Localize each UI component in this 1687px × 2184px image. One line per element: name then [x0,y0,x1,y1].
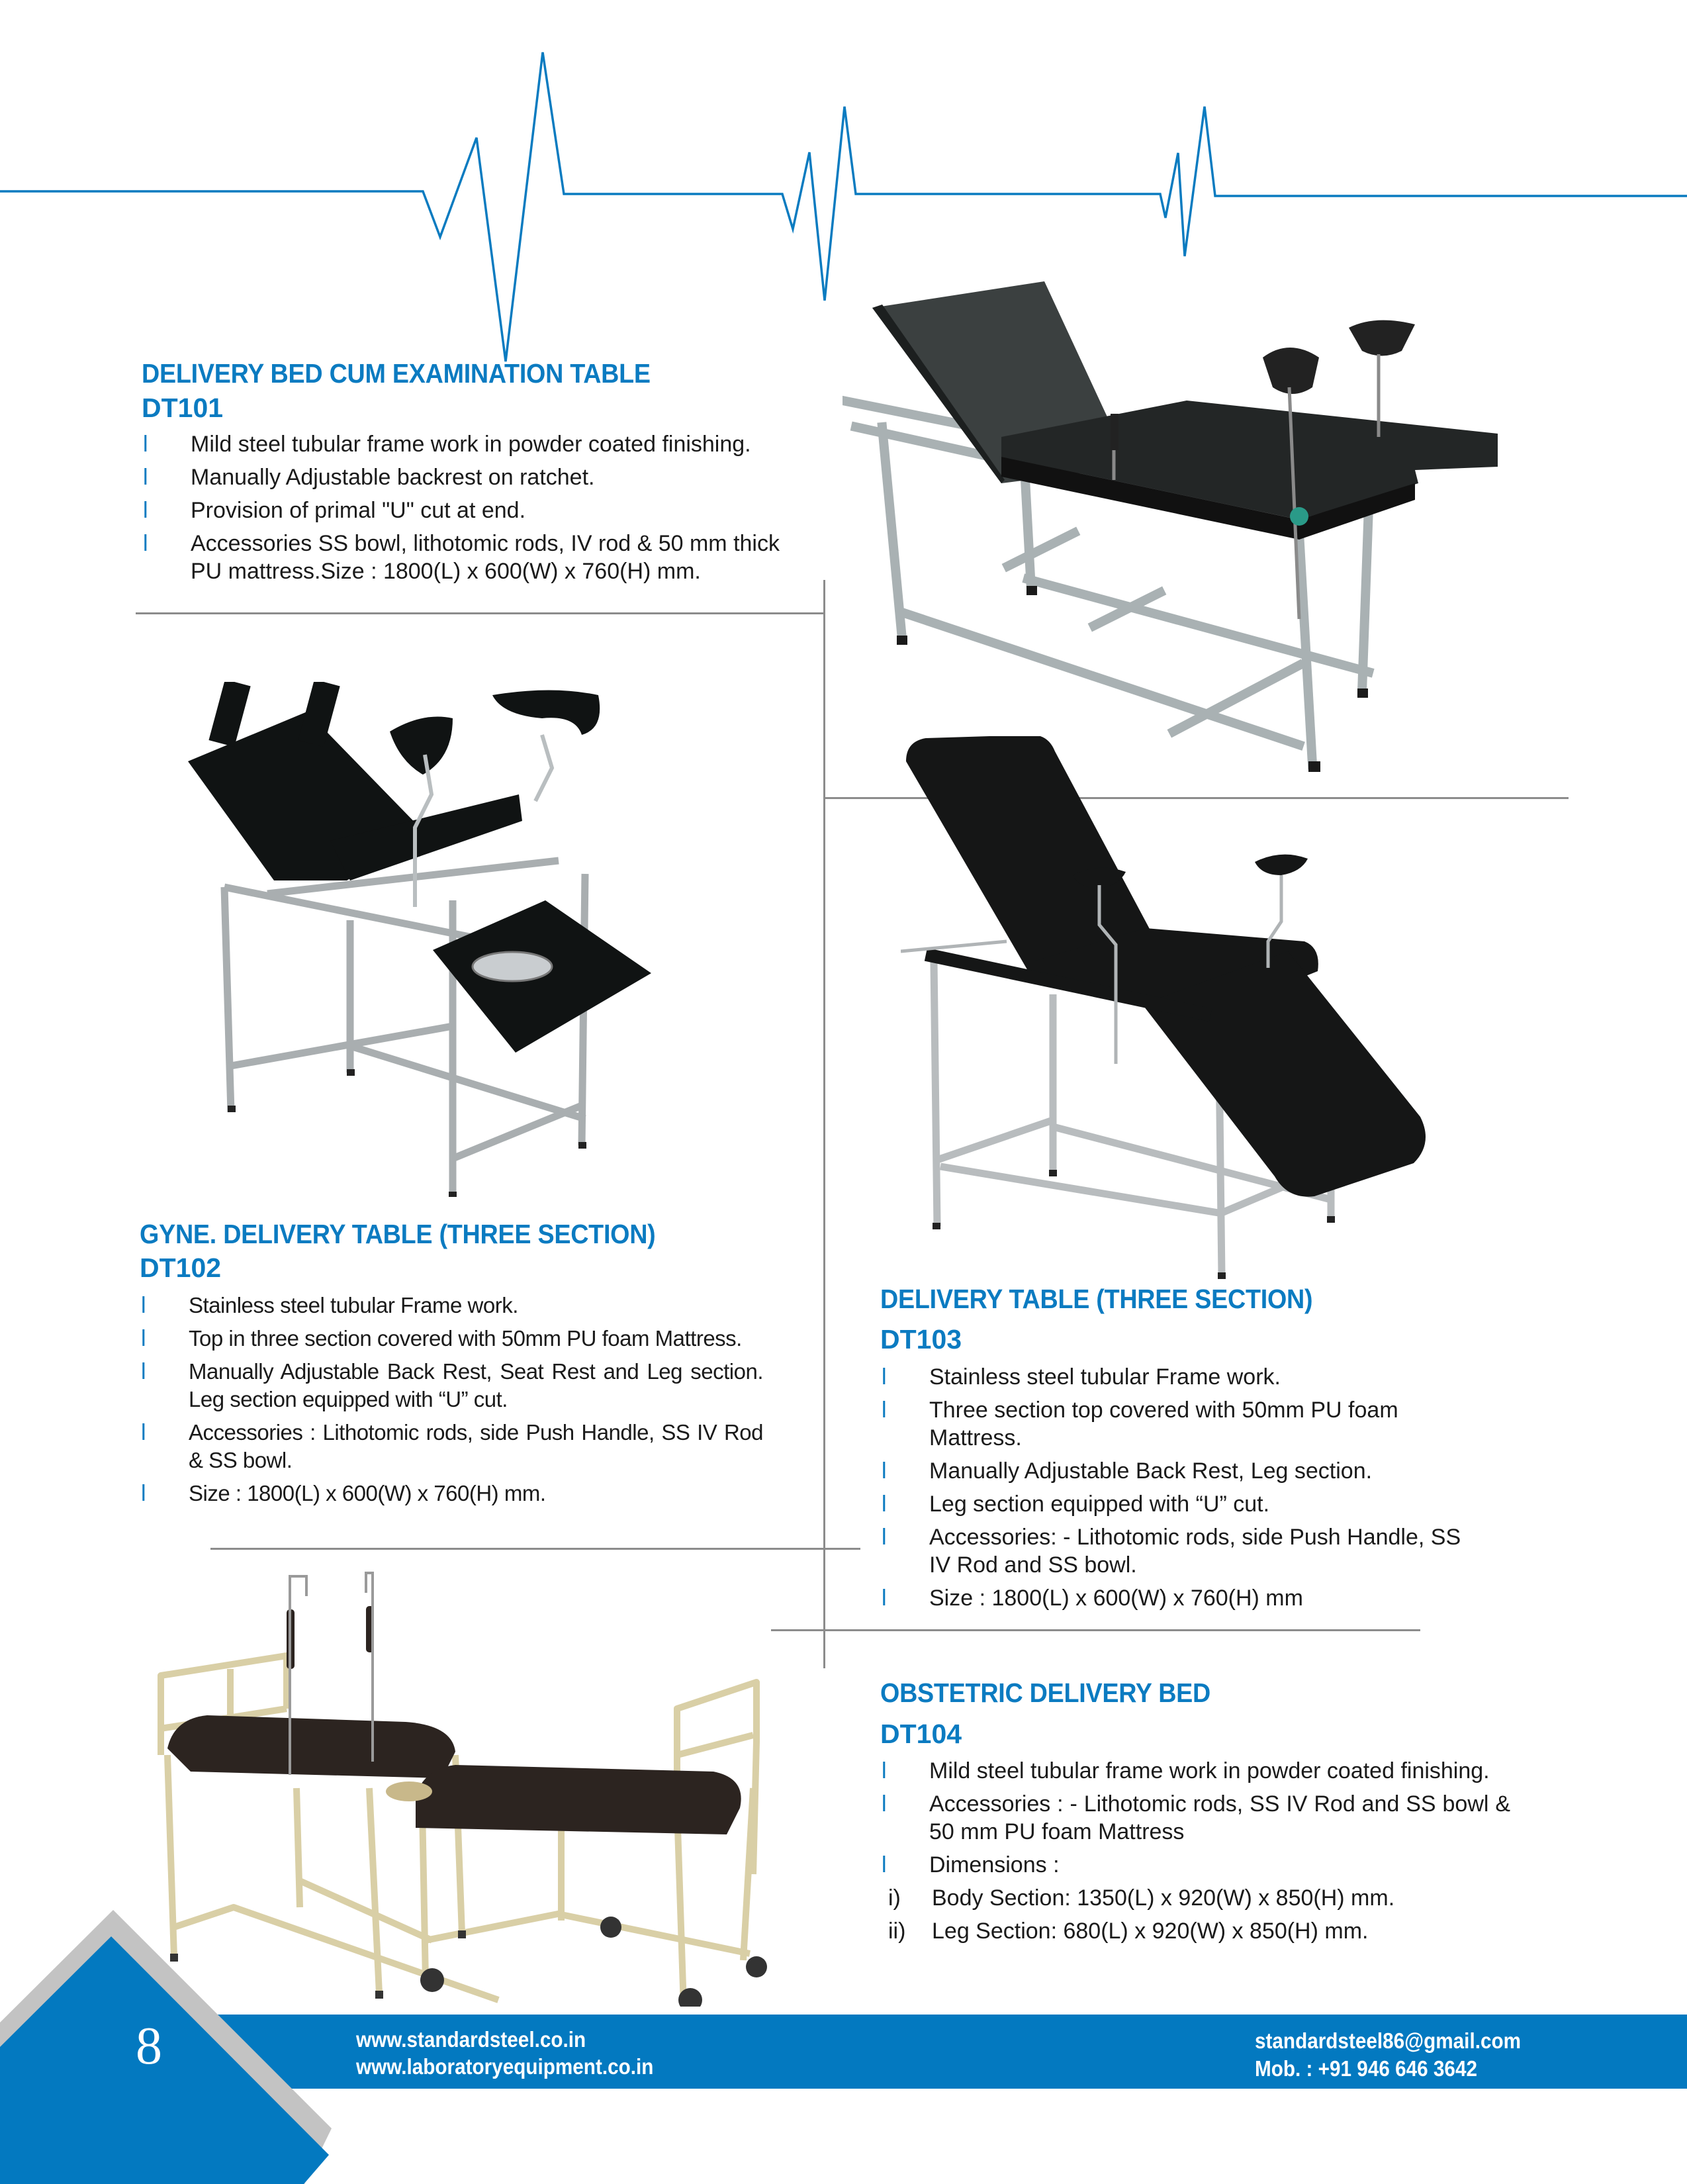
spec-item: l Mild steel tubular frame work in powder coated finishing. [882,1758,1490,1783]
product-code: DT102 [140,1253,222,1283]
product-title: DELIVERY BED CUM EXAMINATION TABLE [142,358,651,389]
divider-dt101-bottom [136,612,825,614]
bullet-icon: l [141,1420,146,1445]
spec-item: l Stainless steel tubular Frame work. [882,1364,1281,1390]
spec-item: l Size : 1800(L) x 600(W) x 760(H) mm. [141,1481,546,1506]
spec-item: l Size : 1800(L) x 600(W) x 760(H) mm [882,1586,1303,1611]
spec-item: l Accessories : - Lithotomic rods, SS IV Rod and SS bowl & 50 mm PU foam Mattress [882,1791,1510,1844]
bullet-icon: l [882,1398,887,1423]
product-title: GYNE. DELIVERY TABLE (THREE SECTION) [140,1219,656,1249]
spec-item: l Manually Adjustable Back Rest, Seat Rest and Leg section. Leg section equipped with “U” cut. [141,1359,763,1411]
divider-center-vertical [823,580,825,1668]
email-link[interactable]: standardsteel86@gmail.com [1255,2028,1522,2053]
page-number: 8 [136,2017,162,2075]
spec-item: l Stainless steel tubular Frame work. [141,1293,518,1318]
spec-list [882,1363,1504,1617]
product-title: DELIVERY TABLE (THREE SECTION) [880,1284,1313,1314]
bullet-icon: l [141,1293,146,1318]
bullet-icon: l [882,1525,887,1550]
spec-item: l Manually Adjustable Back Rest, Leg section. [882,1458,1373,1484]
website-link[interactable]: www.laboratoryequipment.co.in [356,2054,654,2079]
dimension-list [888,1884,1510,1945]
spec-list [141,1292,763,1513]
divider-dt102-bottom [210,1548,860,1550]
bullet-icon: l [882,1586,887,1611]
bullet-icon: l [141,1359,146,1384]
website-link[interactable]: www.standardsteel.co.in [356,2027,586,2052]
gyne-delivery-table-photo [175,682,719,1197]
product-title: OBSTETRIC DELIVERY BED [880,1678,1211,1708]
bullet-icon: l [882,1458,887,1484]
spec-item: l Mild steel tubular frame work in powder coated finishing. [143,432,751,457]
bullet-icon: l [882,1758,887,1783]
product-code: DT101 [142,393,224,423]
bullet-icon: l [141,1326,146,1351]
delivery-bed-examination-table-photo [843,268,1501,791]
bullet-icon: l [882,1364,887,1390]
bullet-icon: l [143,531,148,556]
dimension-item: ii) Leg Section: 680(L) x 920(W) x 850(H) mm. [888,1919,1369,1944]
spec-item: l Three section top covered with 50mm PU foam Mattress. [882,1398,1398,1450]
bullet-icon: l [882,1791,887,1817]
product-code: DT104 [880,1719,962,1749]
spec-list [882,1757,1510,1950]
spec-item: l Accessories SS bowl, lithotomic rods, IV rod & 50 mm thick PU mattress.Size : 1800(L) x 600(W) x 760(H) mm. [143,531,780,584]
spec-item: l Top in three section covered with 50mm PU foam Mattress. [141,1326,742,1351]
spec-item: l Leg section equipped with “U” cut. [882,1492,1270,1517]
bullet-icon: l [143,465,148,490]
spec-item: l Provision of primal "U" cut at end. [143,498,526,523]
bullet-icon: l [143,432,148,457]
divider-dt103-bottom [771,1629,1420,1631]
spec-item: l Accessories: - Lithotomic rods, side Push Handle, SS IV Rod and SS bowl. [882,1525,1461,1578]
mobile-number: Mob. : +91 946 646 3642 [1255,2056,1477,2081]
spec-list [143,430,818,591]
spec-item: l Dimensions : i) Body Section: 1350(L) x 920(W) x 850(H) mm. ii) Leg Section: 680(L) x 920(W) x 850(H) mm. [882,1851,1510,1945]
bullet-icon: l [143,498,148,523]
spec-item: l Accessories : Lithotomic rods, side Push Handle, SS IV Rod & SS bowl. [141,1420,763,1472]
page-number-badge [0,1907,344,2184]
delivery-table-three-section-photo [901,736,1467,1279]
product-code: DT103 [880,1324,962,1354]
bullet-icon: l [882,1852,887,1877]
spec-item: l Manually Adjustable backrest on ratchet. [143,465,595,490]
bullet-icon: l [141,1481,146,1506]
bullet-icon: l [882,1492,887,1517]
dimension-item: i) Body Section: 1350(L) x 920(W) x 850(H) mm. [888,1885,1395,1911]
